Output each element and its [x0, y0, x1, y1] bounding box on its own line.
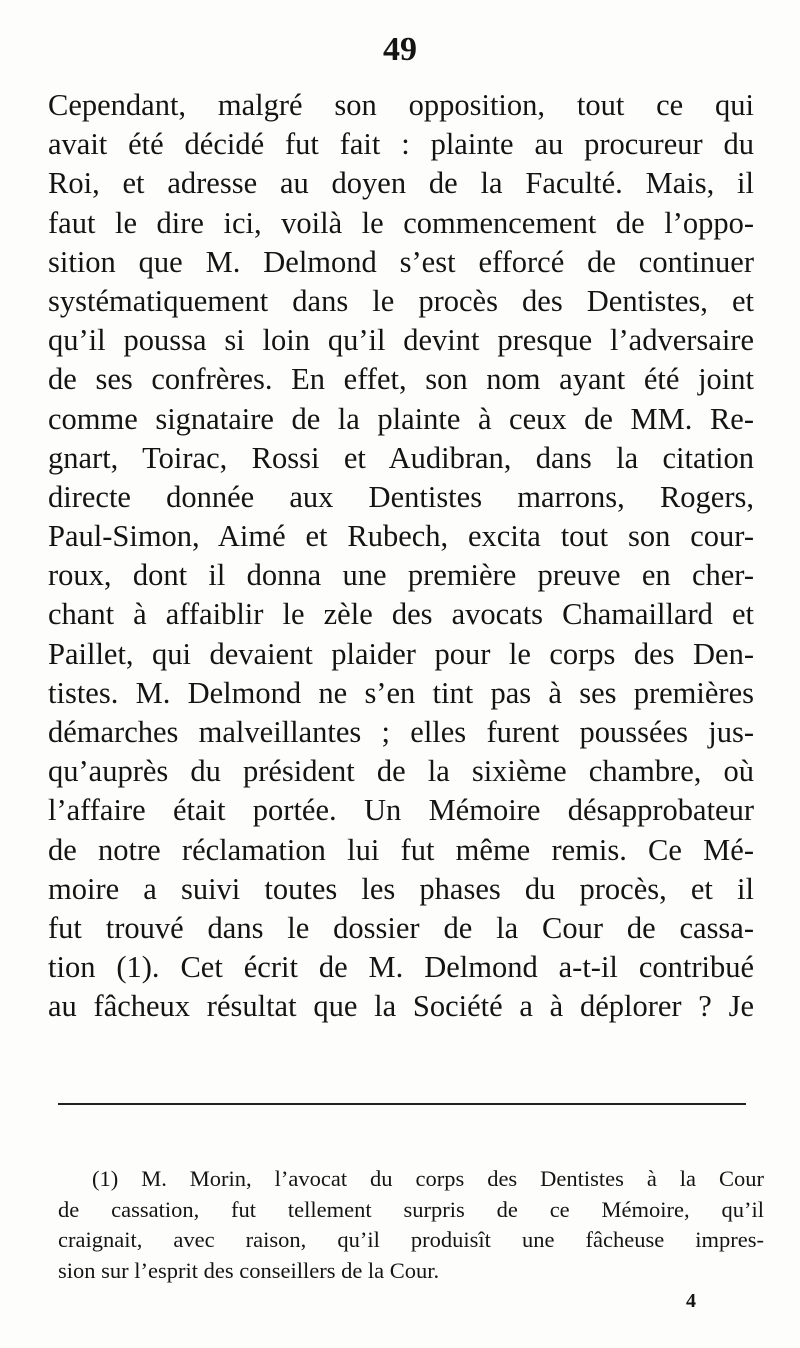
body-line: avait été décidé fut fait : plainte au procureur du — [48, 127, 754, 162]
body-line: sition que M. Delmond s’est efforcé de continuer — [48, 244, 754, 279]
footnote-line: (1) M. Morin, l’avocat du corps des Dentistes à la Cour — [92, 1166, 764, 1191]
body-line: systématiquement dans le procès des Dentistes, et — [48, 283, 754, 318]
body-line: comme signataire de la plainte à ceux de MM. Re- — [48, 401, 754, 436]
body-line: Cependant, malgré son opposition, tout ce qui — [48, 88, 754, 122]
footnote — [58, 1164, 764, 1286]
body-line: tistes. M. Delmond ne s’en tint pas à ses premières — [48, 675, 754, 710]
body-line: qu’il poussa si loin qu’il devint presque l’adversaire — [48, 323, 754, 358]
body-line: roux, dont il donna une première preuve en cher- — [48, 558, 754, 593]
signature-mark: 4 — [686, 1290, 696, 1312]
footnote-line: sion sur l’esprit des conseillers de la Cour. — [58, 1257, 440, 1283]
body-line: au fâcheux résultat que la Société a à déplorer ? Je — [48, 989, 754, 1024]
body-line: de notre réclamation lui fut même remis. Ce Mé- — [48, 832, 754, 867]
body-line: l’affaire était portée. Un Mémoire désapprobateur — [48, 793, 754, 828]
body-line: Paul-Simon, Aimé et Rubech, excita tout son cour- — [48, 519, 754, 554]
footnote-rule — [58, 1103, 746, 1105]
body-text — [48, 86, 754, 1027]
body-line: faut le dire ici, voilà le commencement de l’oppo- — [48, 205, 754, 240]
body-line: gnart, Toirac, Rossi et Audibran, dans la citation — [48, 440, 754, 475]
body-line: chant à affaiblir le zèle des avocats Chamaillard et — [48, 597, 754, 632]
body-line: Roi, et adresse au doyen de la Faculté. Mais, il — [48, 166, 754, 201]
footnote-line: craignait, avec raison, qu’il produisît une fâcheuse impres- — [58, 1227, 764, 1252]
body-line: Paillet, qui devaient plaider pour le corps des Den- — [48, 636, 754, 671]
body-line: tion (1). Cet écrit de M. Delmond a-t-il contribué — [48, 950, 754, 985]
body-line: de ses confrères. En effet, son nom ayant été joint — [48, 362, 754, 397]
body-line: qu’auprès du président de la sixième chambre, où — [48, 754, 754, 789]
body-line: fut trouvé dans le dossier de la Cour de cassa- — [48, 910, 754, 945]
body-line: directe donnée aux Dentistes marrons, Rogers, — [48, 479, 754, 514]
footnote-line: de cassation, fut tellement surpris de ce Mémoire, qu’il — [58, 1196, 764, 1222]
body-line: moire a suivi toutes les phases du procès, et il — [48, 871, 754, 906]
page-number: 49 — [383, 31, 417, 68]
body-line: démarches malveillantes ; elles furent poussées jus- — [48, 715, 754, 749]
